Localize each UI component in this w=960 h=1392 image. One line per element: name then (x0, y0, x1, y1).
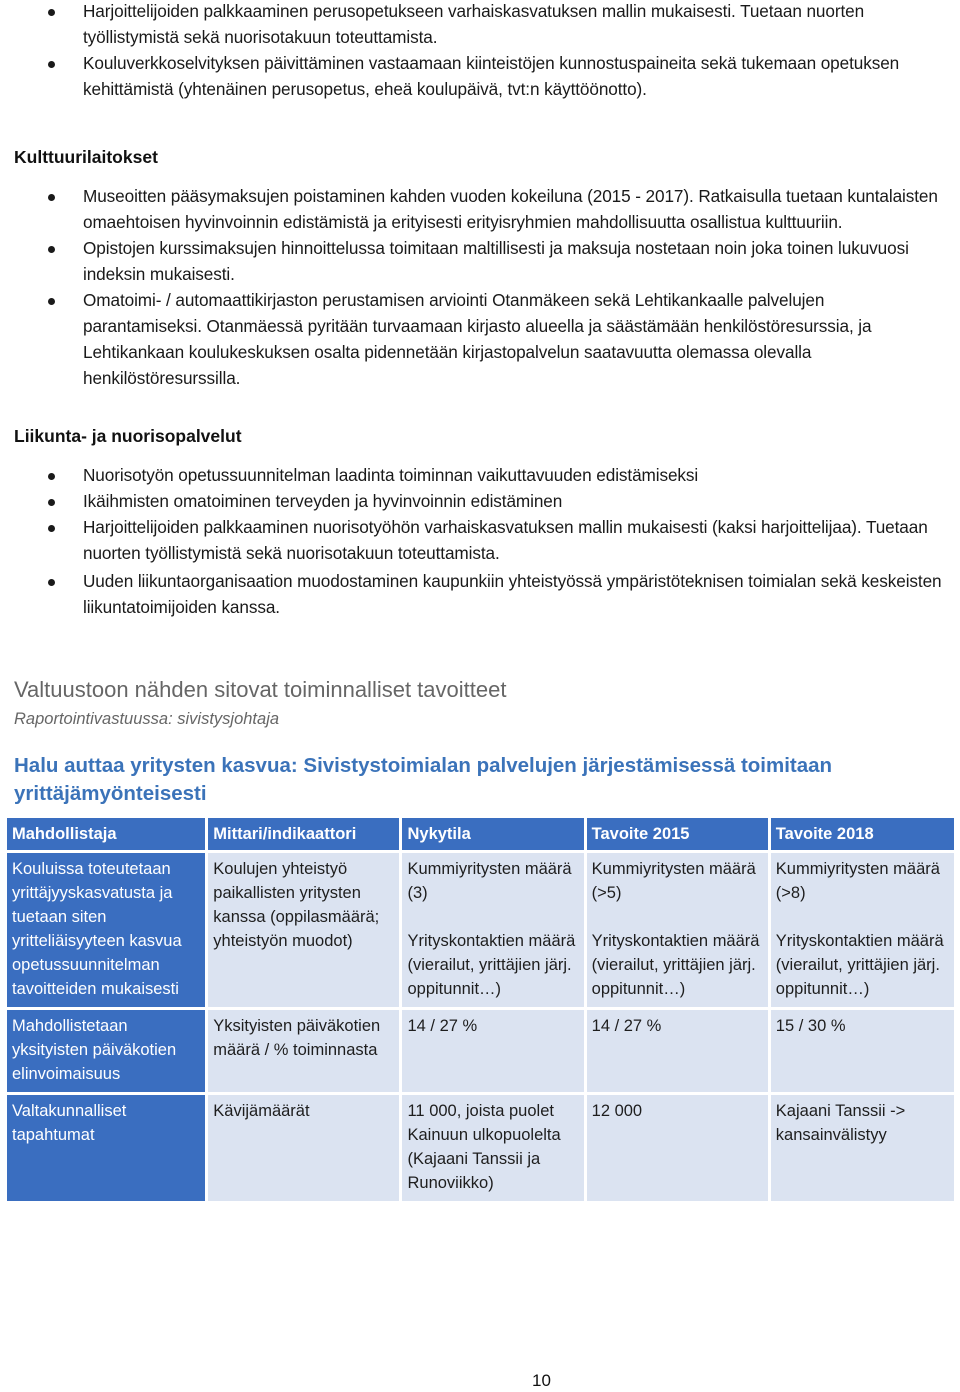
page-number: 10 (532, 1371, 551, 1390)
list-item: Kouluverkkoselvityksen päivittäminen vastaamaan kiinteistöjen kunnostuspaineita sekä tukemaan opetuksen kehittämistä (yhtenäinen perusopetus, eheä koulupäivä, tvt:n käyttöönotto). (0, 50, 960, 102)
table-row (7, 1095, 954, 1201)
table-cell: Mahdollistetaan yksityisten päiväkotien elinvoimaisuus (7, 1010, 205, 1095)
goal-heading: Halu auttaa yritysten kasvua: Sivistystoimialan palvelujen järjestämisessä toimitaan yrittäjämyönteisesti (14, 754, 833, 805)
sports-bullet-list (0, 462, 960, 620)
section-title: Valtuustoon nähden sitovat toiminnalliset tavoitteet (14, 677, 507, 702)
table-cell (771, 853, 954, 1010)
table-row (7, 1010, 954, 1095)
bullet-icon (48, 298, 55, 305)
list-item: Omatoimi- / automaattikirjaston perustamisen arviointi Otanmäkeen sekä Lehtikankaalle palvelujen parantamiseksi. Otanmäessä pyritään turvaamaan kirjasto alueella ja säästämään henkilöstöresurssia, ja Lehtikankaan koulukeskuksen osalta pidennetään kirjastopalvelun saatavuutta olemassa olevalla henkilöstöresurssilla. (0, 287, 960, 391)
cell-text: Kummiyritysten määrä (>5) (591, 860, 756, 902)
list-item: Harjoittelijoiden palkkaaminen perusopetukseen varhaiskasvatuksen mallin mukaisesti. Tuetaan nuorten työllistymistä sekä nuorisotakuun toteuttamista. (0, 0, 960, 50)
cell-text: Yrityskontaktien määrä (vierailut, yrittäjien järj. oppitunnit…) (591, 932, 760, 998)
table-cell: 14 / 27 % (587, 1010, 768, 1095)
bullet-icon (48, 61, 55, 68)
table-header-row (7, 818, 954, 853)
cell-text: Yrityskontaktien määrä (vierailut, yrittäjien järj. oppitunnit…) (407, 932, 576, 998)
table-cell (402, 853, 583, 1010)
table-cell: 14 / 27 % (402, 1010, 583, 1095)
table-cell: 12 000 (587, 1095, 768, 1201)
table-cell: Kouluissa toteutetaan yrittäjyyskasvatusta ja tuetaan siten yritteliäisyyteen kasvua opetussuunnitelman tavoitteiden mukaisesti (7, 853, 205, 1010)
table-cell: Kävijämäärät (208, 1095, 399, 1201)
column-header: Tavoite 2018 (771, 818, 954, 853)
list-item: Ikäihmisten omatoiminen terveyden ja hyvinvoinnin edistäminen (0, 488, 960, 514)
list-item: Harjoittelijoiden palkkaaminen nuorisotyöhön varhaiskasvatuksen mallin mukaisesti (kaksi harjoittelijaa). Tuetaan nuorten työllistymistä sekä nuorisotakuun toteuttamista. (0, 514, 960, 566)
cell-text: Kummiyritysten määrä (>8) (775, 860, 940, 902)
list-item: Museoitten pääsymaksujen poistaminen kahden vuoden kokeiluna (2015 - 2017). Ratkaisulla tuetaan kuntalaisten omaehtoisen hyvinvoinnin edistämistä ja erityisesti erityisryhmien mahdollisuutta osallistua kulttuuriin. (0, 183, 960, 235)
list-item: Nuorisotyön opetussuunnitelman laadinta toiminnan vaikuttavuuden edistämiseksi (0, 462, 960, 488)
column-header: Tavoite 2015 (587, 818, 768, 853)
table-cell: 15 / 30 % (771, 1010, 954, 1095)
cell-text: Kummiyritysten määrä (3) (407, 860, 572, 902)
column-header: Mittari/indikaattori (208, 818, 399, 853)
column-header: Mahdollistaja (7, 818, 205, 853)
table-row (7, 853, 954, 1010)
culture-bullet-list (0, 183, 960, 391)
list-item: Opistojen kurssimaksujen hinnoittelussa toimitaan maltillisesti ja maksuja nostetaan noin joka toinen lukuvuosi indeksin mukaisesti. (0, 235, 960, 287)
bullet-icon (48, 473, 55, 480)
culture-heading: Kulttuurilaitokset (14, 147, 158, 167)
bullet-icon (48, 499, 55, 506)
goals-table (4, 818, 957, 1201)
bullet-icon (48, 579, 55, 586)
intro-bullet-list (0, 0, 960, 102)
bullet-icon (48, 525, 55, 532)
table-cell: Kajaani Tanssii -> kansainvälistyy (771, 1095, 954, 1201)
cell-text: Yrityskontaktien määrä (vierailut, yrittäjien järj. oppitunnit…) (775, 932, 944, 998)
table-cell: 11 000, joista puolet Kainuun ulkopuolelta (Kajaani Tanssii ja Runoviikko) (402, 1095, 583, 1201)
bullet-icon (48, 194, 55, 201)
list-item: Uuden liikuntaorganisaation muodostaminen kaupunkiin yhteistyössä ympäristöteknisen toimialan sekä keskeisten liikuntatoimijoiden kanssa. (0, 568, 960, 620)
bullet-icon (48, 9, 55, 16)
table-cell: Valtakunnalliset tapahtumat (7, 1095, 205, 1201)
table-cell: Yksityisten päiväkotien määrä / % toiminnasta (208, 1010, 399, 1095)
table-cell (587, 853, 768, 1010)
column-header: Nykytila (402, 818, 583, 853)
table-cell: Koulujen yhteistyö paikallisten yritysten kanssa (oppilasmäärä; yhteistyön muodot) (208, 853, 399, 1010)
section-subtitle: Raportointivastuussa: sivistysjohtaja (14, 710, 280, 728)
sports-heading: Liikunta- ja nuorisopalvelut (14, 426, 242, 446)
bullet-icon (48, 246, 55, 253)
